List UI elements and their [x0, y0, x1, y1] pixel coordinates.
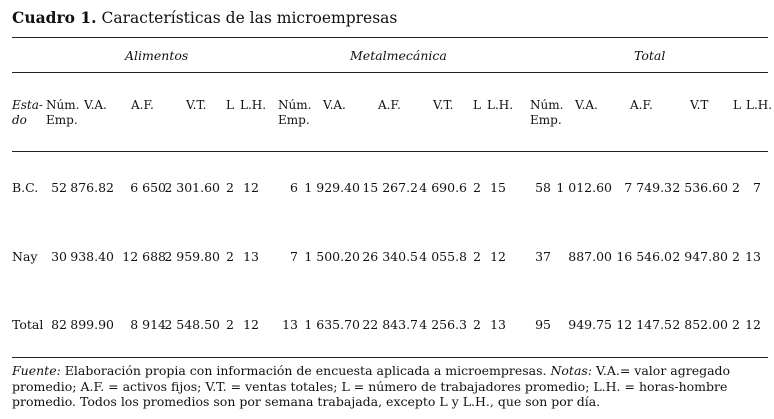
cell-lh-total: 7 [753, 180, 761, 195]
group-metalmecanica: Metalmecánica [350, 48, 447, 63]
cell-lh-total: 12 [745, 317, 761, 332]
cell-num-emp-total: 37 [535, 249, 551, 264]
cell-num-emp-metalmecanica: 7 [290, 249, 298, 264]
header-estado-line2: do [12, 113, 27, 127]
cell-va-metalmecanica: 1 500.20 [304, 249, 360, 264]
cell-va-alimentos: 876.82 [70, 180, 114, 195]
header-lh-total: L.H. [746, 98, 773, 112]
header-num-emp-total: Núm. Emp. [530, 98, 564, 127]
fuente-label: Fuente: [12, 363, 61, 378]
group-rule [12, 72, 768, 73]
cell-va-metalmecanica: 1 635.70 [304, 317, 360, 332]
header-va-metalmecanica: V.A. [323, 98, 346, 112]
cell-va-alimentos: 938.40 [70, 249, 114, 264]
header-l-total: L [733, 98, 741, 112]
cell-num-emp-alimentos: 82 [51, 317, 67, 332]
cell-vt-alimentos: 2 959.80 [164, 249, 220, 264]
fuente-text: Elaboración propia con información de encuesta aplicada a microempresas. [60, 363, 551, 378]
header-af-total: A.F. [630, 98, 653, 112]
cell-va-metalmecanica: 1 929.40 [304, 180, 360, 195]
cell-num-emp-alimentos: 30 [51, 249, 67, 264]
top-rule [12, 37, 768, 38]
cell-l-alimentos: 2 [226, 317, 234, 332]
table-title [12, 8, 397, 27]
cell-l-metalmecanica: 2 [473, 317, 481, 332]
cell-l-metalmecanica: 2 [473, 249, 481, 264]
header-num-emp-metalmecanica: Núm. Emp. [278, 98, 312, 127]
cell-af-total: 16 546.0 [616, 249, 672, 264]
cell-lh-total: 13 [745, 249, 761, 264]
header-num-emp-alimentos: Núm. Emp. [46, 98, 80, 127]
cell-lh-metalmecanica: 12 [490, 249, 506, 264]
cell-af-metalmecanica: 26 340.5 [362, 249, 418, 264]
cell-num-emp-total: 58 [535, 180, 551, 195]
cell-num-emp-metalmecanica: 13 [282, 317, 298, 332]
cell-vt-metalmecanica: 4 256.3 [419, 317, 467, 332]
row-label: B.C. [12, 180, 39, 195]
table-footnote [12, 363, 770, 410]
cell-num-emp-alimentos: 52 [51, 180, 67, 195]
row-label: Nay [12, 249, 38, 264]
header-va-total: V.A. [575, 98, 598, 112]
cell-lh-alimentos: 12 [243, 317, 259, 332]
cell-va-total: 949.75 [568, 317, 612, 332]
cell-l-total: 2 [732, 317, 740, 332]
cell-vt-total: 2 947.80 [672, 249, 728, 264]
cell-vt-metalmecanica: 4 690.6 [419, 180, 467, 195]
header-l-metalmecanica: L [473, 98, 481, 112]
cell-vt-alimentos: 2 548.50 [164, 317, 220, 332]
group-alimentos: Alimentos [125, 48, 189, 63]
header-lh-alimentos: L.H. [240, 98, 267, 112]
header-va-alimentos: V.A. [84, 98, 107, 112]
cell-va-total: 1 012.60 [556, 180, 612, 195]
notas-text: V.A.= valor agregado promedio; A.F. = activos fijos; V.T. = ventas totales; L = número de trabajadores promedio; L.H. = horas-hombre promedio. Todos los promedios son por semana trabajada, excepto L y L.H., que son por día. [12, 363, 731, 409]
header-lh-metalmecanica: L.H. [487, 98, 514, 112]
header-af-metalmecanica: A.F. [378, 98, 401, 112]
cell-vt-total: 2 536.60 [672, 180, 728, 195]
header-af-alimentos: A.F. [131, 98, 154, 112]
cell-af-alimentos: 8 914 [130, 317, 166, 332]
group-total: Total [634, 48, 666, 63]
cell-l-metalmecanica: 2 [473, 180, 481, 195]
notas-label: Notas: [550, 363, 593, 378]
cell-af-alimentos: 6 650 [130, 180, 166, 195]
row-label: Total [12, 317, 44, 332]
cell-lh-alimentos: 12 [243, 180, 259, 195]
cell-vt-total: 2 852.00 [672, 317, 728, 332]
cell-num-emp-metalmecanica: 6 [290, 180, 298, 195]
header-vt-metalmecanica: V.T. [433, 98, 454, 112]
cell-va-total: 887.00 [568, 249, 612, 264]
cell-af-total: 7 749.3 [624, 180, 672, 195]
header-vt-alimentos: V.T. [186, 98, 207, 112]
table-caption: Características de las microempresas [101, 9, 398, 27]
cell-vt-metalmecanica: 4 055.8 [419, 249, 467, 264]
bottom-rule [12, 357, 768, 358]
header-rule [12, 151, 768, 152]
cell-vt-alimentos: 2 301.60 [164, 180, 220, 195]
cell-l-alimentos: 2 [226, 180, 234, 195]
cell-af-metalmecanica: 15 267.2 [362, 180, 418, 195]
cell-af-total: 12 147.5 [616, 317, 672, 332]
cell-l-total: 2 [732, 249, 740, 264]
table-number: Cuadro 1. [12, 8, 97, 27]
header-l-alimentos: L [226, 98, 234, 112]
cell-af-metalmecanica: 22 843.7 [362, 317, 418, 332]
cell-lh-alimentos: 13 [243, 249, 259, 264]
cell-lh-metalmecanica: 13 [490, 317, 506, 332]
cell-l-total: 2 [732, 180, 740, 195]
header-estado-line1: Esta- [12, 98, 43, 112]
cell-num-emp-total: 95 [535, 317, 551, 332]
cell-l-alimentos: 2 [226, 249, 234, 264]
cell-lh-metalmecanica: 15 [490, 180, 506, 195]
cell-va-alimentos: 899.90 [70, 317, 114, 332]
cell-af-alimentos: 12 688 [122, 249, 166, 264]
header-vt-total: V.T [690, 98, 709, 112]
